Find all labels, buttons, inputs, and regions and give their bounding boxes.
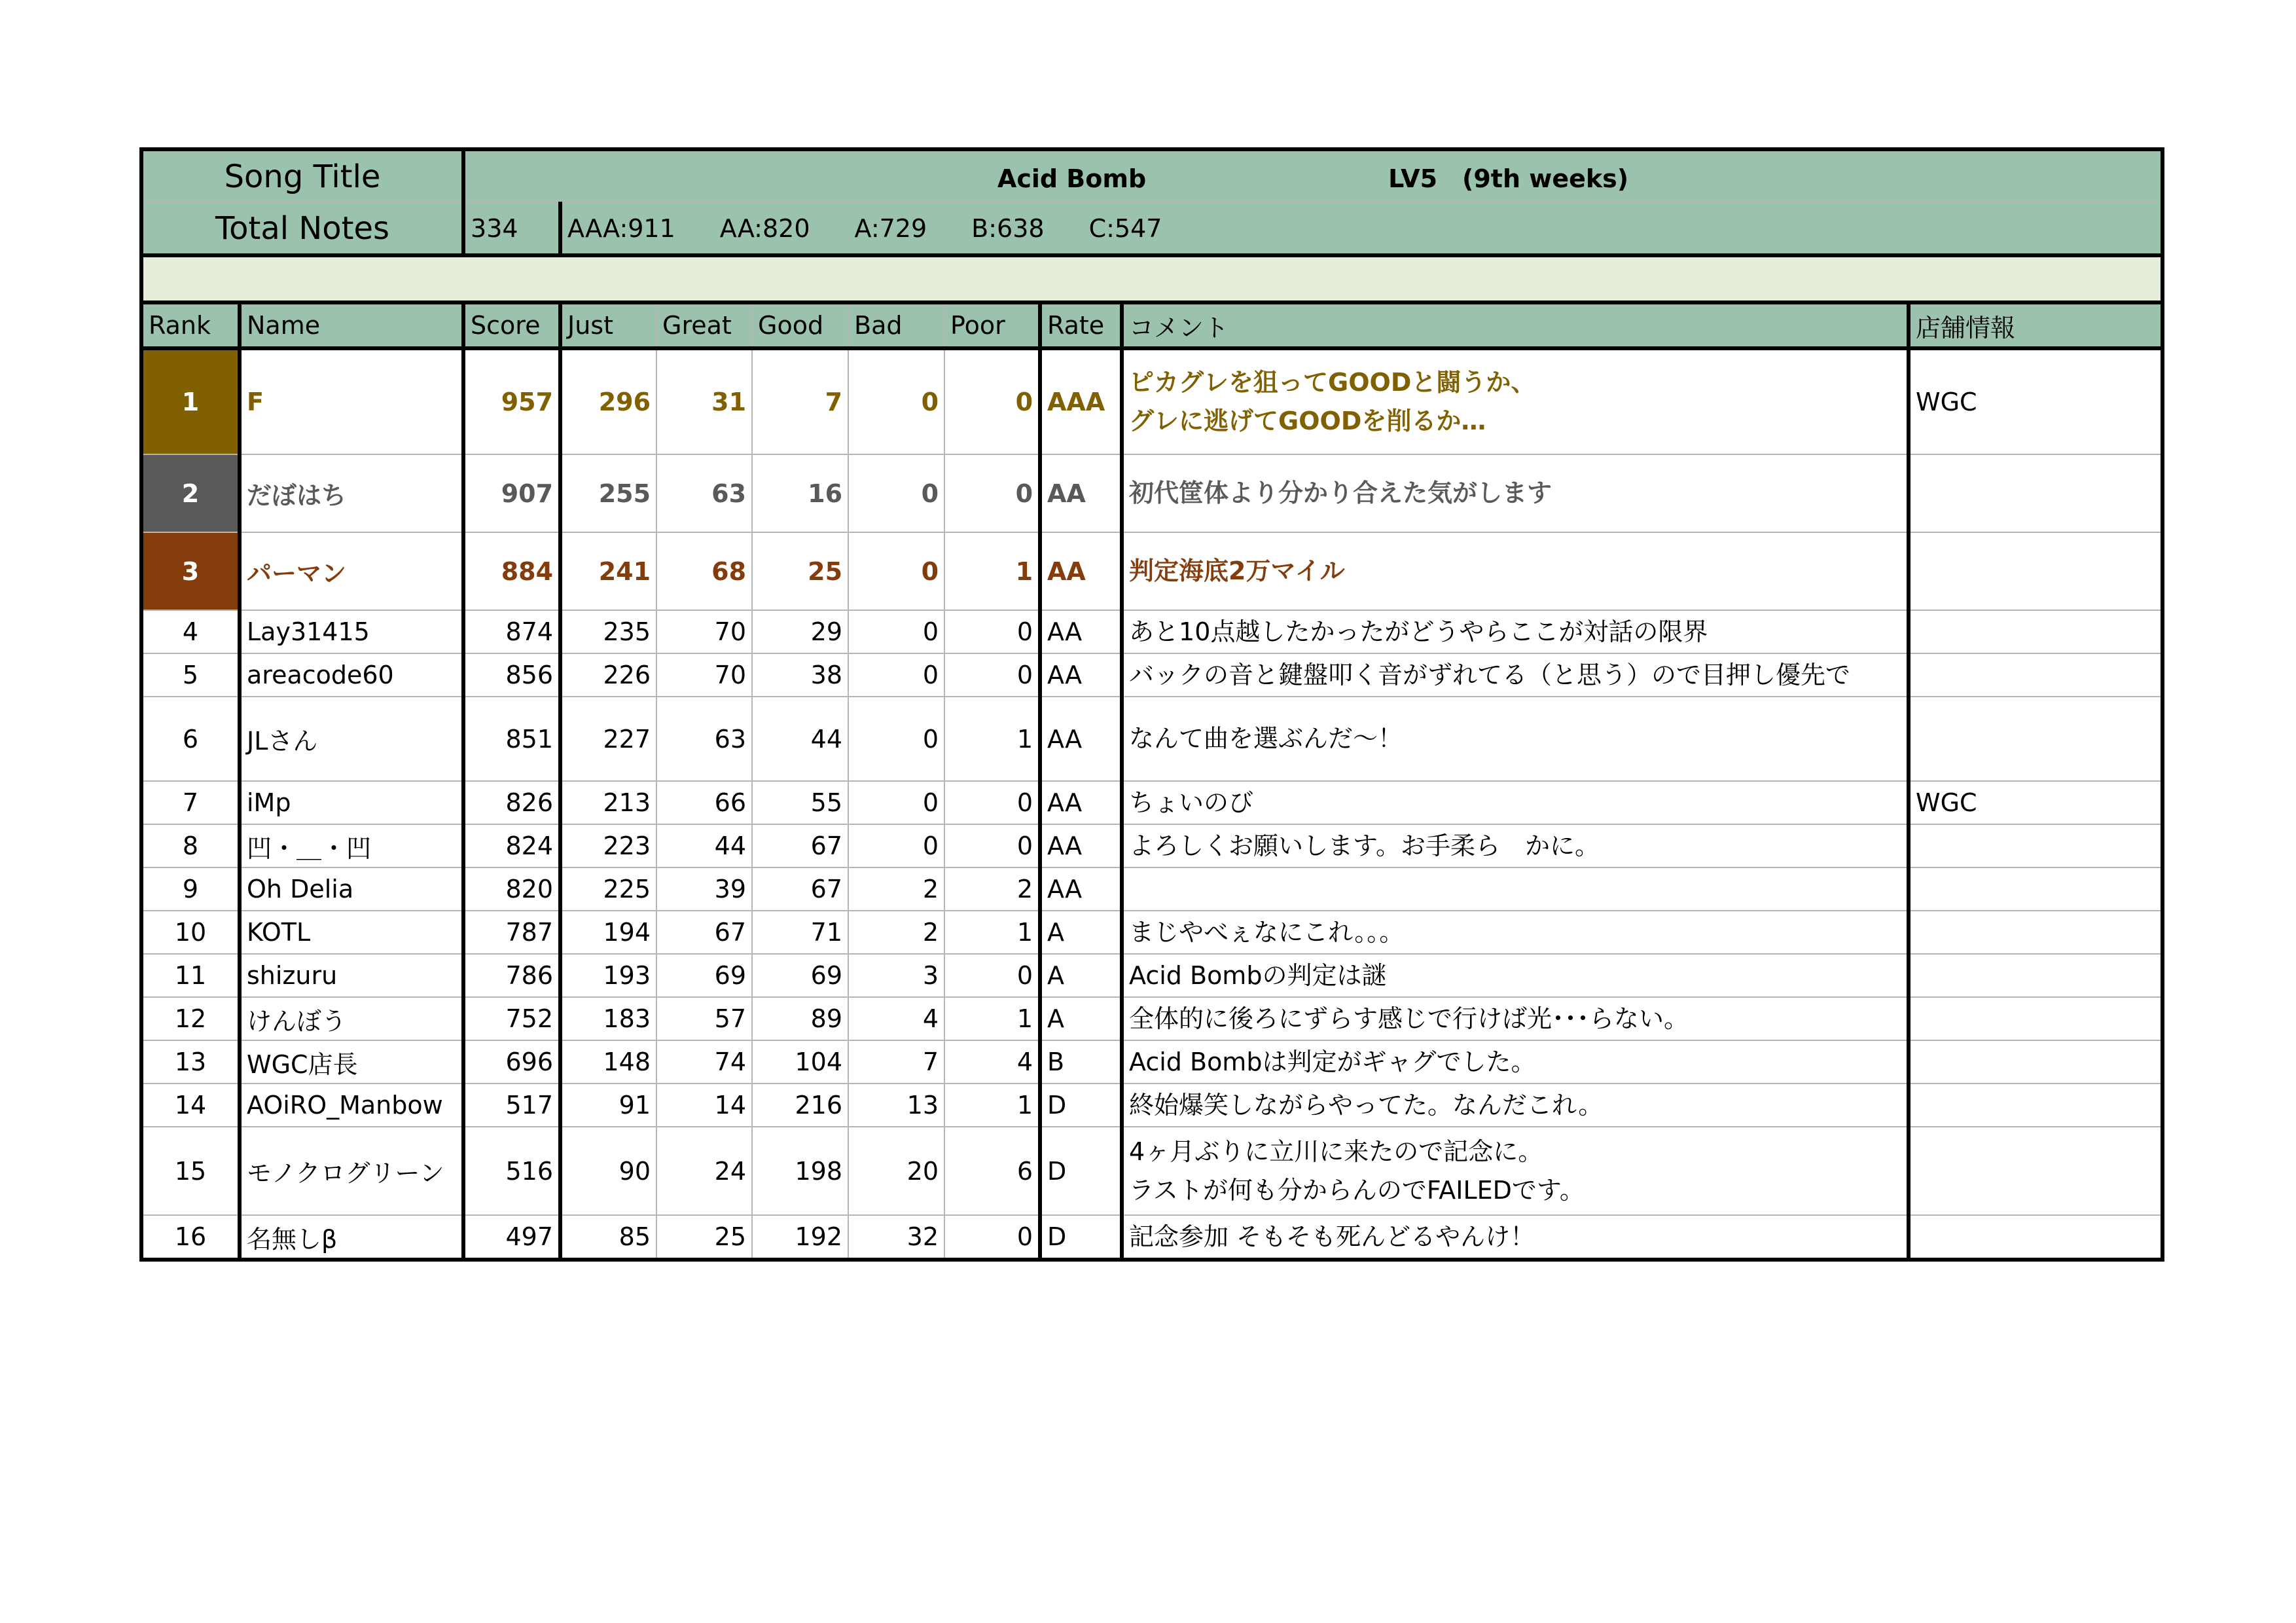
- comment-cell: [1122, 824, 1909, 867]
- rank-cell: 15: [141, 1127, 240, 1215]
- col-good: Good: [752, 302, 848, 348]
- poor-cell: 0: [944, 454, 1040, 532]
- name-cell: AOiRO_Manbow: [240, 1084, 463, 1127]
- song-title: Acid Bomb: [997, 164, 1147, 193]
- col-rate: Rate: [1040, 302, 1122, 348]
- poor-cell: 2: [944, 867, 1040, 911]
- comment-cell: [1122, 1127, 1909, 1215]
- poor-cell: 0: [944, 610, 1040, 653]
- ranking-sheet: [139, 147, 2164, 1262]
- name-cell: WGC店長: [240, 1040, 463, 1084]
- name-cell: 凹・＿・凹: [240, 824, 463, 867]
- table-row: [141, 781, 2162, 824]
- great-cell: 68: [656, 532, 752, 610]
- just-cell: 183: [560, 997, 656, 1040]
- great-cell: 57: [656, 997, 752, 1040]
- rank-cell: 3: [141, 532, 240, 610]
- bad-cell: 0: [848, 824, 944, 867]
- rank-cell: 7: [141, 781, 240, 824]
- comment-cell: [1122, 653, 1909, 697]
- score-cell: 517: [463, 1084, 560, 1127]
- great-cell: 14: [656, 1084, 752, 1127]
- comment-line: 初代筐体より分かり合えた気がします: [1129, 479, 1552, 508]
- good-cell: 198: [752, 1127, 848, 1215]
- great-cell: 24: [656, 1127, 752, 1215]
- just-cell: 225: [560, 867, 656, 911]
- rank-cell: 13: [141, 1040, 240, 1084]
- poor-cell: 1: [944, 997, 1040, 1040]
- grade-thresholds: [560, 202, 2162, 255]
- col-great: Great: [656, 302, 752, 348]
- score-cell: 820: [463, 867, 560, 911]
- just-cell: 194: [560, 911, 656, 954]
- store-cell: [1909, 954, 2162, 997]
- bad-cell: 20: [848, 1127, 944, 1215]
- good-cell: 7: [752, 348, 848, 454]
- just-cell: 296: [560, 348, 656, 454]
- great-cell: 44: [656, 824, 752, 867]
- table-row: [141, 610, 2162, 653]
- rank-cell: 1: [141, 348, 240, 454]
- grade-aa: AA:820: [719, 213, 810, 243]
- comment-cell: [1122, 348, 1909, 454]
- comment-line: 4ヶ月ぶりに立川に来たので記念に。: [1129, 1137, 1543, 1166]
- rate-cell: A: [1040, 997, 1122, 1040]
- name-cell: KOTL: [240, 911, 463, 954]
- comment-line: ちょいのび: [1129, 788, 1254, 817]
- just-cell: 226: [560, 653, 656, 697]
- spacer-row: [141, 255, 2162, 302]
- good-cell: 104: [752, 1040, 848, 1084]
- name-cell: だぼはち: [240, 454, 463, 532]
- store-cell: [1909, 1127, 2162, 1215]
- comment-cell: [1122, 697, 1909, 781]
- great-cell: 67: [656, 911, 752, 954]
- great-cell: 63: [656, 697, 752, 781]
- song-title-cell: [463, 149, 2162, 202]
- comment-line: Acid Bombの判定は謎: [1129, 960, 1387, 990]
- rate-cell: AA: [1040, 653, 1122, 697]
- store-cell: WGC: [1909, 348, 2162, 454]
- bad-cell: 0: [848, 610, 944, 653]
- col-store: 店舗情報: [1909, 302, 2162, 348]
- rate-cell: A: [1040, 911, 1122, 954]
- just-cell: 223: [560, 824, 656, 867]
- score-cell: 824: [463, 824, 560, 867]
- name-cell: モノクログリーン: [240, 1127, 463, 1215]
- grade-aaa: AAA:911: [567, 213, 675, 243]
- poor-cell: 6: [944, 1127, 1040, 1215]
- comment-line: 終始爆笑しながらやってた。なんだこれ。: [1129, 1090, 1604, 1120]
- poor-cell: 0: [944, 1215, 1040, 1260]
- comment-cell: [1122, 1084, 1909, 1127]
- comment-line: よろしくお願いします。お手柔ら かに。: [1129, 831, 1600, 860]
- table-row: [141, 532, 2162, 610]
- store-cell: WGC: [1909, 781, 2162, 824]
- great-cell: 74: [656, 1040, 752, 1084]
- table-row: [141, 348, 2162, 454]
- score-cell: 907: [463, 454, 560, 532]
- score-cell: 696: [463, 1040, 560, 1084]
- comment-cell: [1122, 1040, 1909, 1084]
- rate-cell: A: [1040, 954, 1122, 997]
- bad-cell: 0: [848, 697, 944, 781]
- good-cell: 69: [752, 954, 848, 997]
- score-cell: 826: [463, 781, 560, 824]
- comment-line: Acid Bombは判定がギャグでした。: [1129, 1047, 1536, 1076]
- good-cell: 29: [752, 610, 848, 653]
- great-cell: 70: [656, 653, 752, 697]
- col-name: Name: [240, 302, 463, 348]
- rank-cell: 16: [141, 1215, 240, 1260]
- just-cell: 193: [560, 954, 656, 997]
- great-cell: 25: [656, 1215, 752, 1260]
- bad-cell: 0: [848, 781, 944, 824]
- just-cell: 255: [560, 454, 656, 532]
- rate-cell: AA: [1040, 454, 1122, 532]
- poor-cell: 0: [944, 954, 1040, 997]
- good-cell: 44: [752, 697, 848, 781]
- great-cell: 70: [656, 610, 752, 653]
- col-rank: Rank: [141, 302, 240, 348]
- rank-cell: 8: [141, 824, 240, 867]
- rank-cell: 4: [141, 610, 240, 653]
- poor-cell: 4: [944, 1040, 1040, 1084]
- rank-cell: 9: [141, 867, 240, 911]
- bad-cell: 0: [848, 454, 944, 532]
- rank-cell: 10: [141, 911, 240, 954]
- rate-cell: AA: [1040, 824, 1122, 867]
- score-cell: 516: [463, 1127, 560, 1215]
- table-row: [141, 867, 2162, 911]
- just-cell: 148: [560, 1040, 656, 1084]
- just-cell: 91: [560, 1084, 656, 1127]
- score-cell: 957: [463, 348, 560, 454]
- score-cell: 884: [463, 532, 560, 610]
- great-cell: 66: [656, 781, 752, 824]
- rate-cell: D: [1040, 1084, 1122, 1127]
- name-cell: F: [240, 348, 463, 454]
- rate-cell: AA: [1040, 610, 1122, 653]
- store-cell: [1909, 824, 2162, 867]
- store-cell: [1909, 867, 2162, 911]
- column-header-row: [141, 302, 2162, 348]
- good-cell: 192: [752, 1215, 848, 1260]
- good-cell: 16: [752, 454, 848, 532]
- name-cell: 名無しβ: [240, 1215, 463, 1260]
- table-row: [141, 653, 2162, 697]
- rank-cell: 12: [141, 997, 240, 1040]
- name-cell: JLさん: [240, 697, 463, 781]
- rank-cell: 6: [141, 697, 240, 781]
- name-cell: areacode60: [240, 653, 463, 697]
- just-cell: 90: [560, 1127, 656, 1215]
- comment-line: 記念参加 そもそも死んどるやんけ！: [1129, 1222, 1535, 1251]
- score-cell: 787: [463, 911, 560, 954]
- bad-cell: 13: [848, 1084, 944, 1127]
- comment-line: 全体的に後ろにずらす感じで行けば光･･･らない。: [1129, 1004, 1689, 1033]
- comment-cell: [1122, 454, 1909, 532]
- rate-cell: B: [1040, 1040, 1122, 1084]
- table-row: [141, 1127, 2162, 1215]
- bad-cell: 7: [848, 1040, 944, 1084]
- score-cell: 752: [463, 997, 560, 1040]
- score-cell: 497: [463, 1215, 560, 1260]
- rank-cell: 14: [141, 1084, 240, 1127]
- song-title-label: Song Title: [141, 149, 463, 202]
- bad-cell: 0: [848, 532, 944, 610]
- poor-cell: 0: [944, 348, 1040, 454]
- table-row: [141, 824, 2162, 867]
- total-notes-label: Total Notes: [141, 202, 463, 255]
- score-cell: 851: [463, 697, 560, 781]
- grade-a: A:729: [854, 213, 927, 243]
- total-notes-row: [141, 202, 2162, 255]
- good-cell: 71: [752, 911, 848, 954]
- comment-cell: [1122, 997, 1909, 1040]
- col-bad: Bad: [848, 302, 944, 348]
- total-notes-value: 334: [463, 202, 560, 255]
- poor-cell: 1: [944, 1084, 1040, 1127]
- col-poor: Poor: [944, 302, 1040, 348]
- song-level: LV5 (9th weeks): [1388, 164, 1629, 193]
- great-cell: 31: [656, 348, 752, 454]
- store-cell: [1909, 911, 2162, 954]
- rate-cell: AA: [1040, 697, 1122, 781]
- great-cell: 39: [656, 867, 752, 911]
- col-just: Just: [560, 302, 656, 348]
- good-cell: 67: [752, 824, 848, 867]
- store-cell: [1909, 997, 2162, 1040]
- rate-cell: AA: [1040, 532, 1122, 610]
- song-title-row: [141, 149, 2162, 202]
- just-cell: 213: [560, 781, 656, 824]
- comment-line: ラストが何も分からんのでFAILEDです。: [1129, 1175, 1585, 1205]
- good-cell: 216: [752, 1084, 848, 1127]
- bad-cell: 3: [848, 954, 944, 997]
- poor-cell: 1: [944, 697, 1040, 781]
- rank-cell: 11: [141, 954, 240, 997]
- table-row: [141, 997, 2162, 1040]
- comment-line: まじやべぇなにこれ。。。: [1129, 917, 1405, 947]
- rate-cell: D: [1040, 1127, 1122, 1215]
- name-cell: パーマン: [240, 532, 463, 610]
- table-row: [141, 1084, 2162, 1127]
- store-cell: [1909, 454, 2162, 532]
- score-cell: 874: [463, 610, 560, 653]
- great-cell: 69: [656, 954, 752, 997]
- store-cell: [1909, 610, 2162, 653]
- great-cell: 63: [656, 454, 752, 532]
- rank-cell: 5: [141, 653, 240, 697]
- score-cell: 786: [463, 954, 560, 997]
- store-cell: [1909, 1084, 2162, 1127]
- name-cell: iMp: [240, 781, 463, 824]
- store-cell: [1909, 653, 2162, 697]
- bad-cell: 2: [848, 867, 944, 911]
- col-score: Score: [463, 302, 560, 348]
- store-cell: [1909, 1215, 2162, 1260]
- comment-cell: [1122, 911, 1909, 954]
- comment-cell: [1122, 781, 1909, 824]
- comment-line: グレに逃げてGOODを削るか…: [1129, 407, 1486, 435]
- store-cell: [1909, 1040, 2162, 1084]
- name-cell: Lay31415: [240, 610, 463, 653]
- store-cell: [1909, 697, 2162, 781]
- bad-cell: 4: [848, 997, 944, 1040]
- comment-line: あと10点越したかったがどうやらここが対話の限界: [1129, 617, 1708, 646]
- rate-cell: AA: [1040, 781, 1122, 824]
- score-cell: 856: [463, 653, 560, 697]
- just-cell: 85: [560, 1215, 656, 1260]
- rate-cell: AA: [1040, 867, 1122, 911]
- table-row: [141, 1040, 2162, 1084]
- table-row: [141, 954, 2162, 997]
- table-row: [141, 697, 2162, 781]
- name-cell: けんぼう: [240, 997, 463, 1040]
- good-cell: 38: [752, 653, 848, 697]
- col-comment: コメント: [1122, 302, 1909, 348]
- comment-cell: [1122, 532, 1909, 610]
- poor-cell: 1: [944, 911, 1040, 954]
- just-cell: 227: [560, 697, 656, 781]
- comment-line: なんて曲を選ぶんだ～！: [1129, 724, 1403, 754]
- comment-line: 判定海底2万マイル: [1129, 556, 1345, 586]
- table-row: [141, 1215, 2162, 1260]
- comment-cell: [1122, 610, 1909, 653]
- poor-cell: 0: [944, 824, 1040, 867]
- store-cell: [1909, 532, 2162, 610]
- comment-line: ピカグレを狙ってGOODと闘うか、: [1129, 368, 1536, 397]
- rate-cell: D: [1040, 1215, 1122, 1260]
- poor-cell: 0: [944, 781, 1040, 824]
- just-cell: 235: [560, 610, 656, 653]
- name-cell: Oh Delia: [240, 867, 463, 911]
- bad-cell: 2: [848, 911, 944, 954]
- bad-cell: 32: [848, 1215, 944, 1260]
- comment-cell: [1122, 1215, 1909, 1260]
- bad-cell: 0: [848, 348, 944, 454]
- good-cell: 89: [752, 997, 848, 1040]
- grade-c: C:547: [1088, 213, 1162, 243]
- comment-line: バックの音と鍵盤叩く音がずれてる（と思う）ので目押し優先で: [1129, 660, 1851, 689]
- rate-cell: AAA: [1040, 348, 1122, 454]
- rank-cell: 2: [141, 454, 240, 532]
- comment-cell: [1122, 954, 1909, 997]
- good-cell: 55: [752, 781, 848, 824]
- comment-cell: [1122, 867, 1909, 911]
- bad-cell: 0: [848, 653, 944, 697]
- just-cell: 241: [560, 532, 656, 610]
- good-cell: 67: [752, 867, 848, 911]
- name-cell: shizuru: [240, 954, 463, 997]
- table-row: [141, 454, 2162, 532]
- good-cell: 25: [752, 532, 848, 610]
- table-row: [141, 911, 2162, 954]
- poor-cell: 1: [944, 532, 1040, 610]
- poor-cell: 0: [944, 653, 1040, 697]
- grade-b: B:638: [971, 213, 1045, 243]
